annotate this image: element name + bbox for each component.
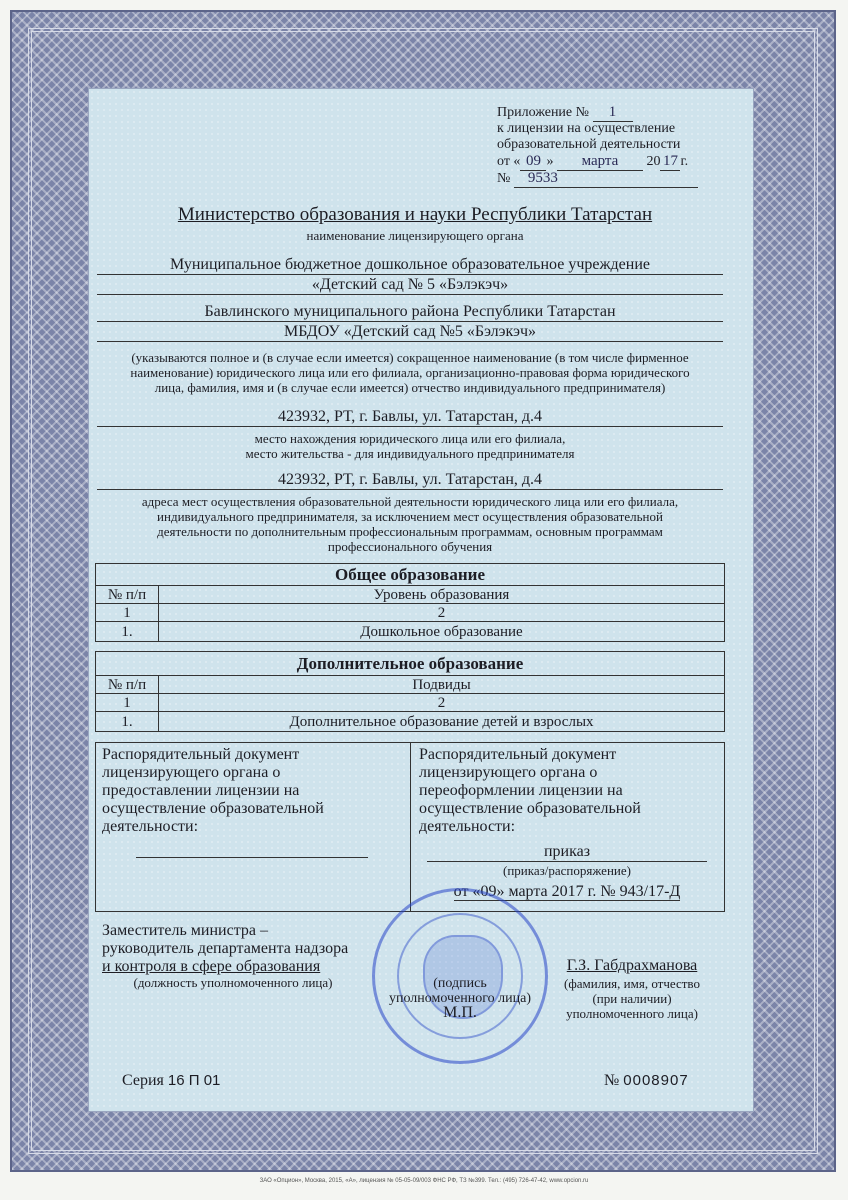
appendix-month: марта	[557, 153, 643, 171]
doc-right-type-caption: (приказ/распоряжение)	[503, 863, 631, 878]
appendix-year-suffix: г.	[680, 154, 689, 169]
general-row-value: Дошкольное образование	[159, 622, 725, 642]
appendix-no-label: №	[497, 171, 511, 186]
org-line4: МБДОУ «Детский сад №5 «Бэлэкэч»	[97, 323, 723, 342]
appendix-year: 17	[660, 153, 680, 171]
doc-left-blank-line	[136, 857, 368, 858]
doc-left-text: Распорядительный документ лицензирующего органа о предоставлении лицензии на осуществление образовательной деятельности:	[102, 746, 324, 835]
appendix-label-row	[497, 104, 633, 122]
appendix-line3: образовательной деятельности	[497, 137, 681, 152]
additional-num2: 2	[159, 694, 725, 712]
appendix-label: Приложение №	[497, 105, 589, 120]
location-caption: место нахождения юридического лица или его филиала, место жительства - для индивидуального предпринимателя	[245, 431, 575, 461]
general-num1: 1	[96, 604, 159, 622]
general-col-level: Уровень образования	[159, 586, 725, 604]
org-line3: Бавлинского муниципального района Республики Татарстан	[97, 303, 723, 322]
blank-number-row	[604, 1072, 689, 1090]
additional-education-table	[95, 651, 725, 732]
general-num2: 2	[159, 604, 725, 622]
doc-right-date: от «09» марта 2017 г. № 943/17-Д	[453, 883, 681, 900]
general-table-title: Общее образование	[96, 564, 725, 586]
blank-number-value: 0008907	[623, 1072, 689, 1089]
additional-table-title: Дополнительное образование	[96, 652, 725, 676]
doc-right-text: Распорядительный документ лицензирующего органа о переоформлении лицензии на осуществление образовательной деятельности:	[419, 746, 641, 835]
series-label: Серия	[122, 1072, 164, 1089]
additional-num1: 1	[96, 694, 159, 712]
appendix-year-prefix: 20	[646, 154, 661, 169]
general-row-no: 1.	[96, 622, 159, 642]
signatory-position-caption: (должность уполномоченного лица)	[133, 975, 333, 990]
printer-footer: ЗАО «Опцион», Москва, 2015, «А», лицензия № 05-05-09/003 ФНС РФ, ТЗ №399. Тел.: (495) 726-47-42, www.opcion.ru	[259, 1178, 589, 1184]
activity-caption: адреса мест осуществления образовательной деятельности юридического лица или его филиала, индивидуального предпринимателя, за исключением мест осуществления образовательной деятельности по дополнительным профессиональным программам, основным программам профессионального обучения	[141, 494, 679, 554]
additional-row-no: 1.	[96, 712, 159, 732]
signatory-name-caption: (фамилия, имя, отчество (при наличии) уполномоченного лица)	[564, 976, 700, 1021]
signatory-position: Заместитель министра – руководитель департамента надзора и контроля в сфере образования	[102, 922, 349, 975]
signatory-name: Г.З. Габдрахманова	[566, 957, 698, 974]
authority-name: Министерство образования и науки Республики Татарстан	[177, 204, 653, 225]
additional-col-subtype: Подвиды	[159, 676, 725, 694]
doc-left-box	[95, 742, 411, 912]
additional-row-value: Дополнительное образование детей и взрослых	[159, 712, 725, 732]
seal-mp: М.П.	[443, 1004, 477, 1021]
appendix-line2: к лицензии на осуществление	[497, 121, 676, 136]
series-value: 16 П 01	[167, 1072, 221, 1089]
appendix-date-row	[497, 153, 688, 171]
series-row	[122, 1072, 220, 1090]
org-line2: «Детский сад № 5 «Бэлэкэч»	[97, 276, 723, 295]
location-address: 423932, РТ, г. Бавлы, ул. Татарстан, д.4	[97, 408, 723, 427]
additional-col-no: № п/п	[96, 676, 159, 694]
blank-number-label: №	[604, 1072, 620, 1089]
appendix-from: от «	[497, 154, 521, 169]
appendix-no-row	[497, 170, 698, 188]
general-education-table	[95, 563, 725, 642]
doc-right-type: приказ	[427, 843, 707, 862]
org-line1: Муниципальное бюджетное дошкольное образовательное учреждение	[97, 256, 723, 275]
activity-address: 423932, РТ, г. Бавлы, ул. Татарстан, д.4	[97, 471, 723, 490]
org-caption: (указываются полное и (в случае если имеется) сокращенное наименование (в том числе фирменное наименование) юридического лица или его филиала, организационно-правовая форма юридического лица, фамилия, имя и (в случае если имеется) отчество индивидуального предпринимателя)	[130, 350, 690, 395]
doc-right-box	[410, 742, 725, 912]
general-col-no: № п/п	[96, 586, 159, 604]
appendix-number: 1	[593, 104, 633, 122]
table-row	[96, 712, 725, 732]
appendix-day: 09	[520, 153, 546, 171]
signature-caption: (подпись уполномоченного лица)	[389, 976, 531, 1006]
appendix-quote: »	[546, 154, 554, 169]
table-row	[96, 622, 725, 642]
appendix-license-no: 9533	[514, 170, 698, 188]
authority-caption: наименование лицензирующего органа	[306, 228, 524, 243]
